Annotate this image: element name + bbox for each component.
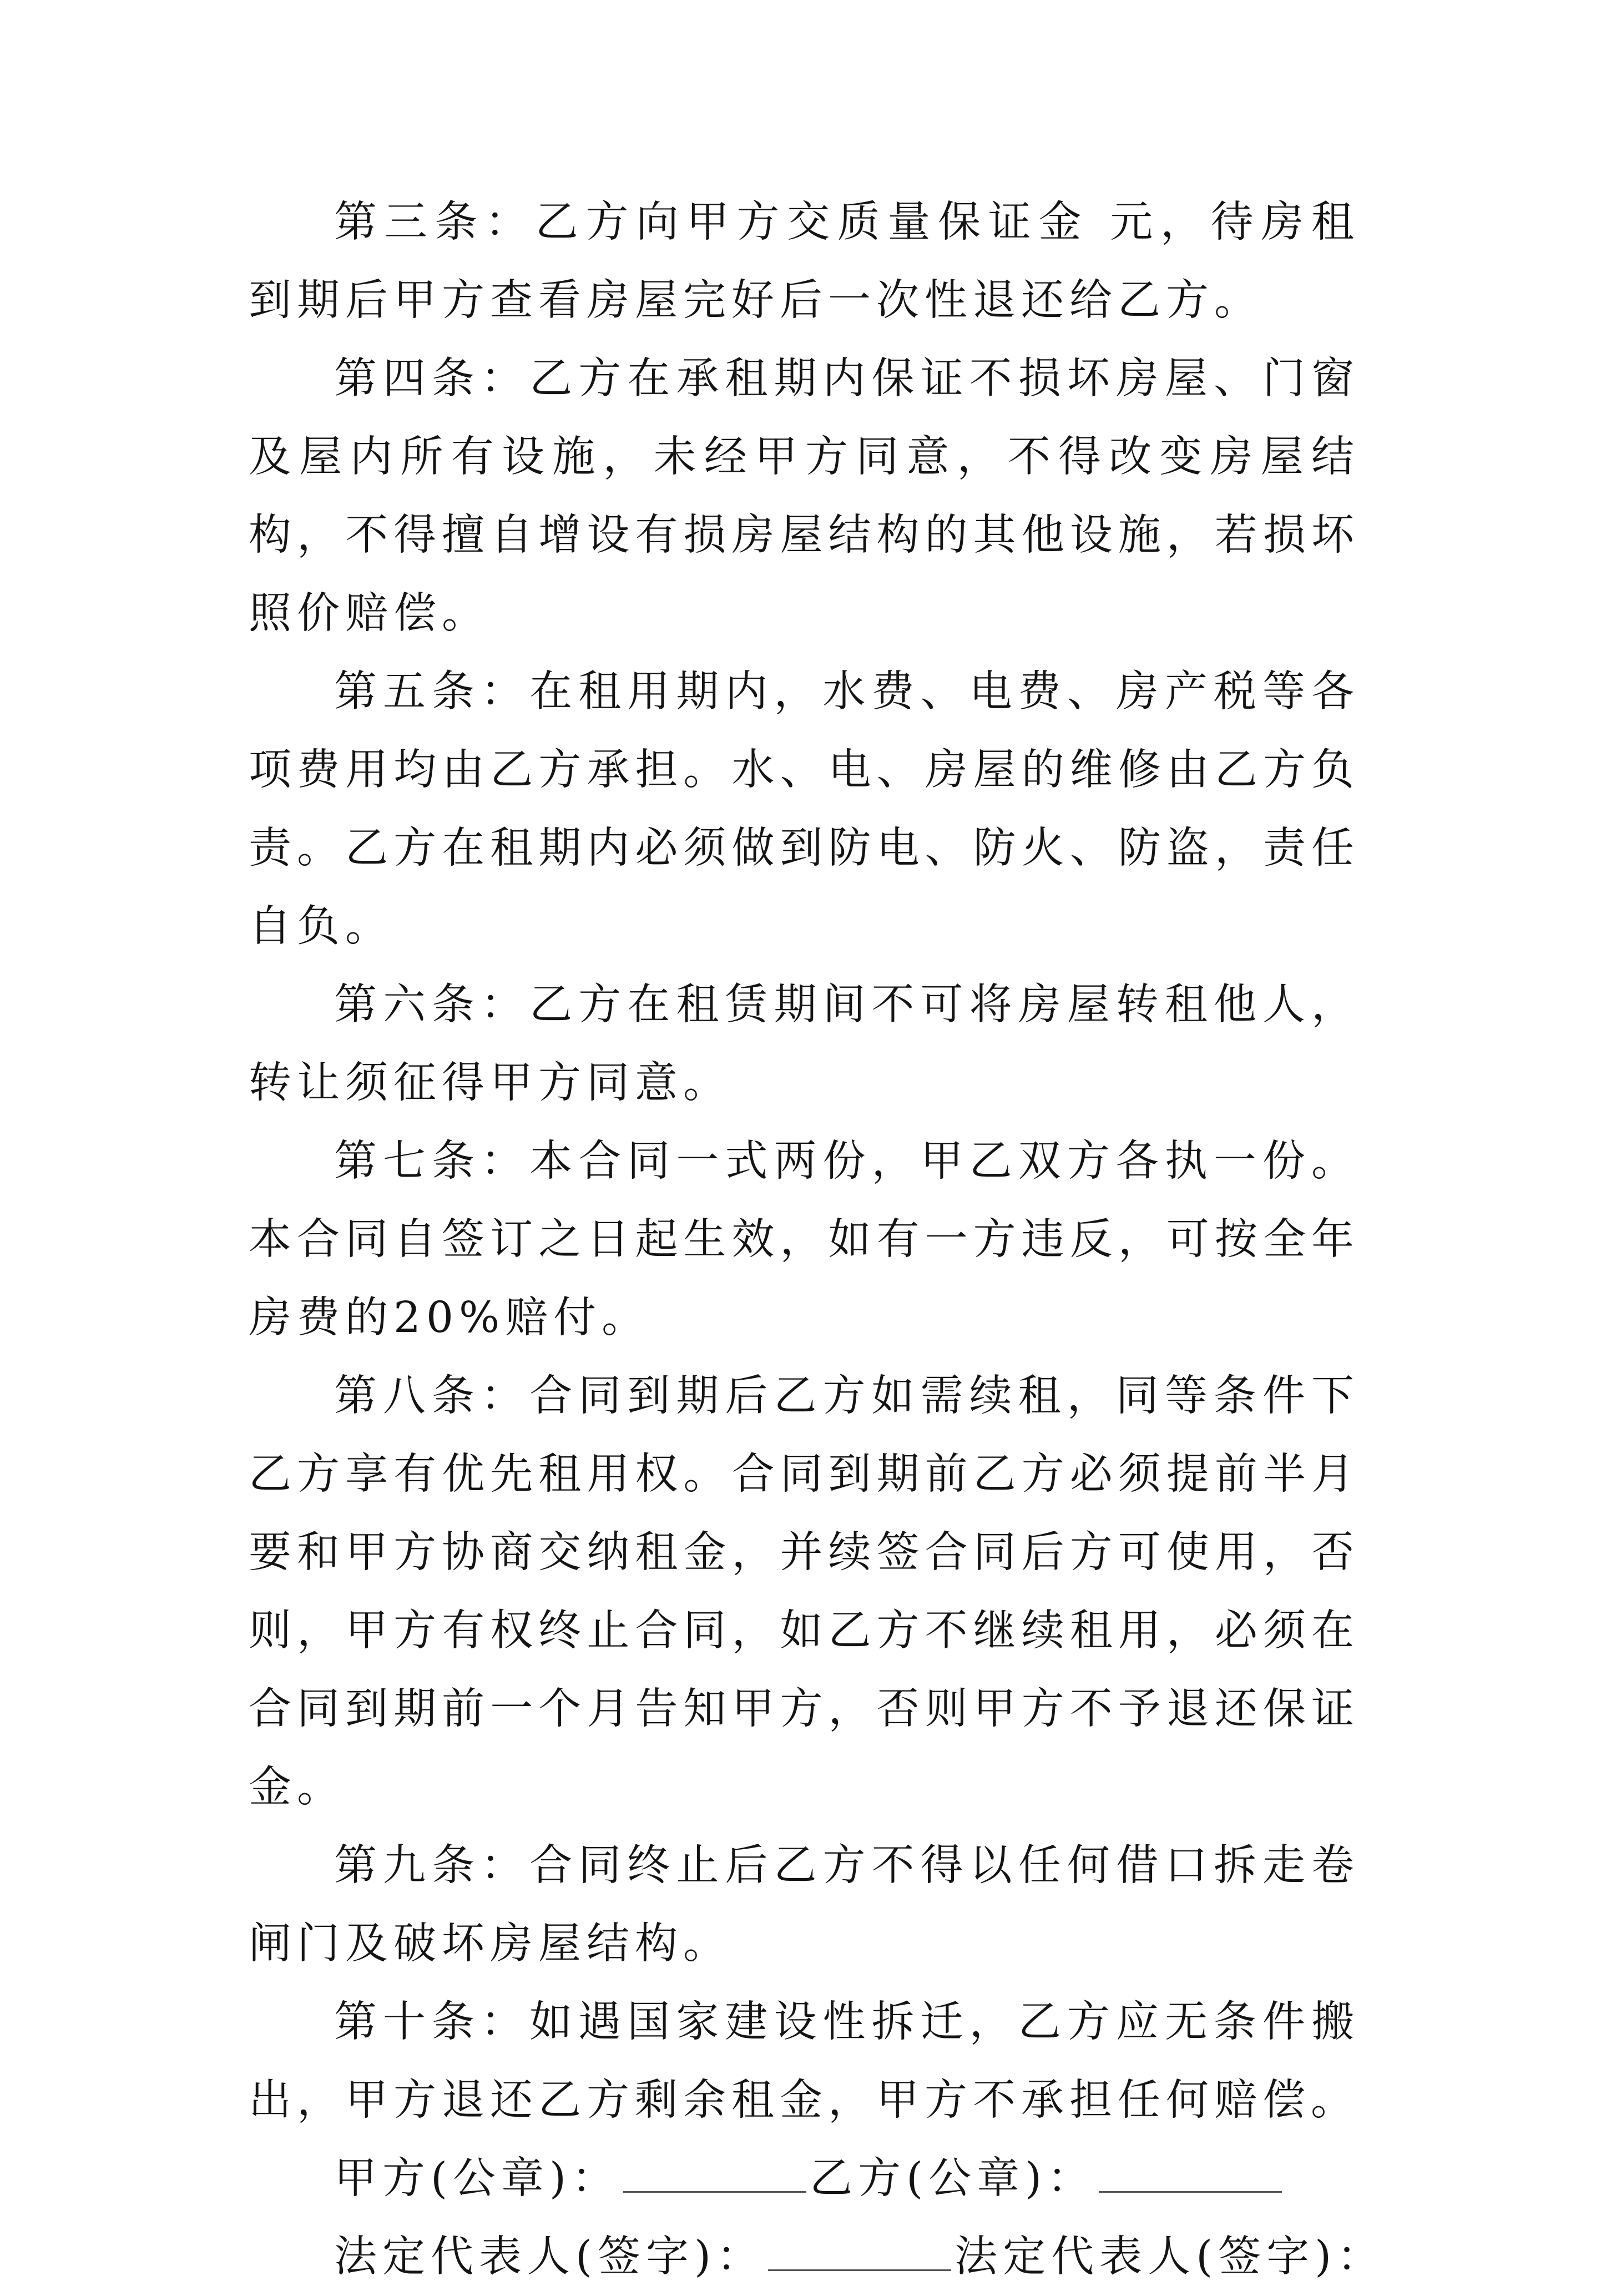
party-a-rep-blank (768, 2236, 951, 2271)
party-a-seal-label: 甲方(公章)： (334, 2154, 620, 2203)
clause-6: 第六条：乙方在租赁期间不可将房屋转租他人，转让须征得甲方同意。 (249, 980, 1360, 1108)
party-a-seal-blank (623, 2158, 806, 2193)
party-b-seal-label: 乙方(公章)： (810, 2154, 1096, 2203)
clause-10: 第十条：如遇国家建设性拆迁，乙方应无条件搬出，甲方退还乙方剩余租金，甲方不承担任何赔偿。 (249, 1997, 1360, 2125)
party-b-rep-label: 法定代表人(签字)： (954, 2232, 1386, 2282)
clause-3: 第三条：乙方向甲方交质量保证金 元，待房租到期后甲方查看房屋完好后一次性退还给乙方。 (249, 198, 1360, 325)
party-b-seal-blank (1099, 2158, 1282, 2193)
representative-signature-line (249, 2218, 1386, 2296)
clause-5: 第五条：在租用期内，水费、电费、房产税等各项费用均由乙方承担。水、电、房屋的维修由乙方负责。乙方在租期内必须做到防电、防火、防盗，责任自负。 (249, 667, 1360, 951)
clause-4: 第四条：乙方在承租期内保证不损坏房屋、门窗及屋内所有设施，未经甲方同意，不得改变房屋结构，不得擅自增设有损房屋结构的其他设施，若损坏照价赔偿。 (249, 354, 1360, 638)
clause-7: 第七条：本合同一式两份，甲乙双方各执一份。本合同自签订之日起生效，如有一方违反，可按全年房费的20%赔付。 (249, 1137, 1360, 1343)
clause-8: 第八条：合同到期后乙方如需续租，同等条件下乙方享有优先租用权。合同到期前乙方必须提前半月要和甲方协商交纳租金，并续签合同后方可使用，否则，甲方有权终止合同，如乙方不继续租用，必须在合同到期前一个月告知甲方，否则甲方不予退还保证金。 (249, 1371, 1360, 1812)
party-a-rep-label: 法定代表人(签字)： (334, 2232, 765, 2282)
contract-body (249, 183, 1386, 2296)
clause-9: 第九条：合同终止后乙方不得以任何借口拆走卷闸门及破坏房屋结构。 (249, 1841, 1360, 1969)
seal-signature-line (249, 2139, 1360, 2218)
